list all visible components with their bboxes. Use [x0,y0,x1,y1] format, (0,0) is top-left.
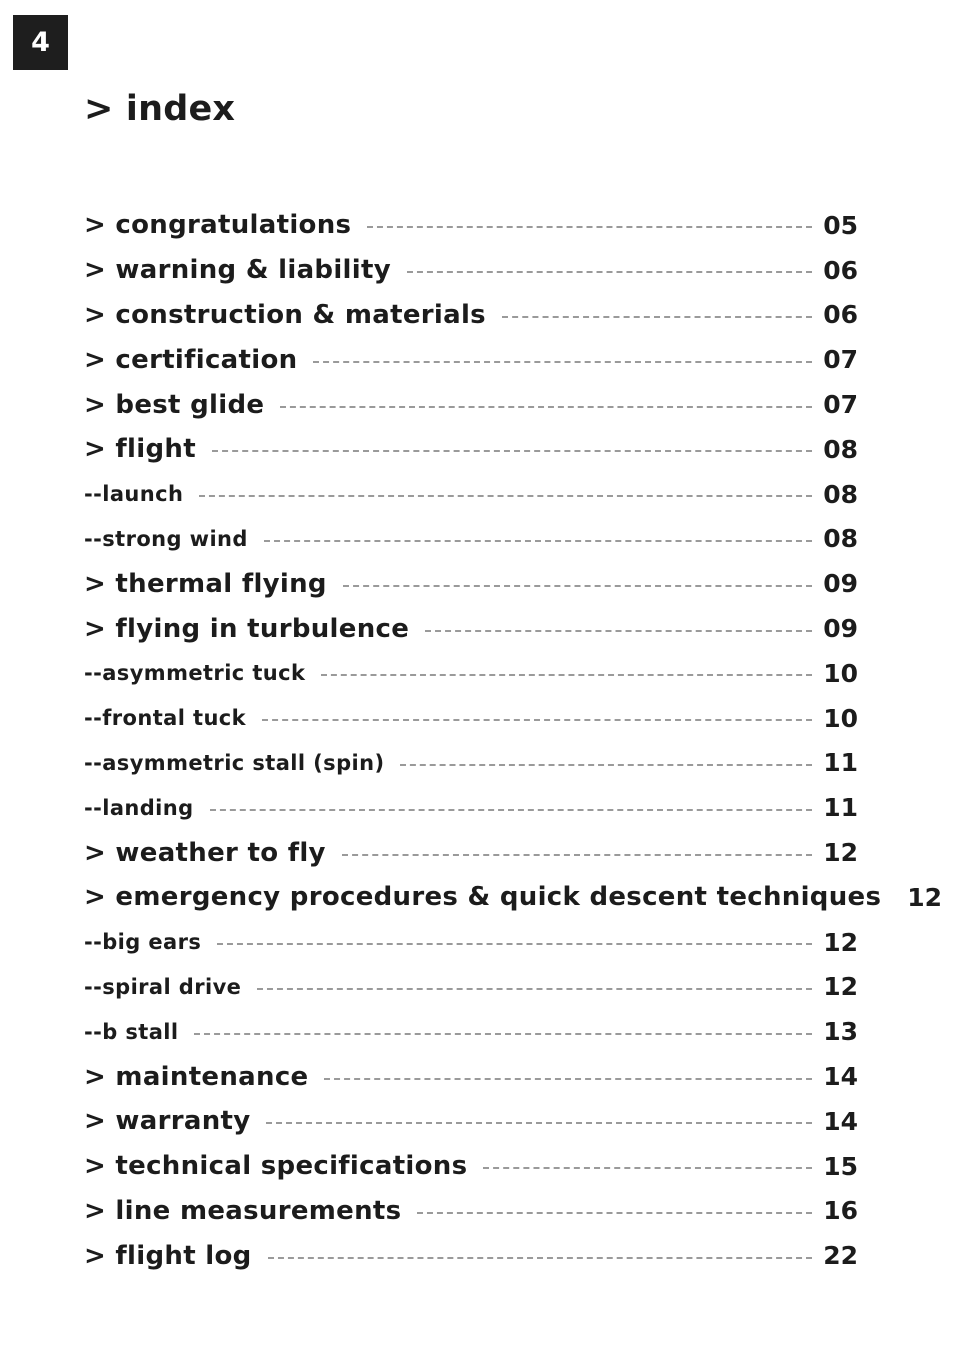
index-entry-label: --launch [84,482,184,507]
index-entry[interactable] [84,1233,858,1278]
dotted-leader [417,1212,812,1214]
index-entry-label: > warranty [84,1106,251,1137]
index-entry-label: > construction & materials [84,299,486,330]
index-entry[interactable] [84,427,858,472]
index-entry[interactable] [84,741,858,786]
index-entry-page: 12 [823,972,858,1002]
index-entry[interactable] [84,1189,858,1234]
index-entry[interactable] [84,1054,858,1099]
index-entry-page: 06 [823,255,858,285]
index-entry-label: --spiral drive [84,974,242,999]
index-entry-label: --frontal tuck [84,706,247,731]
index-entry[interactable] [84,606,858,651]
index-entry-page: 09 [823,569,858,599]
dotted-leader [425,630,812,632]
index-entry-label: > technical specifications [84,1151,468,1182]
index-entry-label: --asymmetric stall (spin) [84,750,385,775]
index-entry-label: --b stall [84,1019,179,1044]
index-entry-page: 07 [823,390,858,420]
index-entry[interactable] [84,293,858,338]
dotted-leader [199,495,812,497]
index-entry-page: 06 [823,300,858,330]
index-entry-page: 15 [823,1151,858,1181]
index-entry-page: 09 [823,614,858,644]
index-entry[interactable] [84,920,858,965]
index-entry-page: 14 [823,1062,858,1092]
index-entry-label: > flight log [84,1240,252,1271]
index-entry-page: 10 [823,658,858,688]
index-entry[interactable] [84,875,943,920]
dotted-leader [367,226,812,228]
index-entry-page: 07 [823,345,858,375]
index-entry-page: 11 [823,748,858,778]
index-entry[interactable] [84,1099,858,1144]
index-entry[interactable] [84,337,858,382]
index-entry[interactable] [84,1144,858,1189]
page-title: > index [84,89,236,129]
index-entry-page: 22 [823,1241,858,1271]
dotted-leader [262,719,812,721]
dotted-leader [217,943,812,945]
index-entry[interactable] [84,785,858,830]
dotted-leader [407,271,812,273]
index-entry-page: 05 [823,210,858,240]
index-entry-page: 08 [823,479,858,509]
index-entry-page: 11 [823,793,858,823]
dotted-leader [212,450,812,452]
index-entry[interactable] [84,651,858,696]
index-entry[interactable] [84,248,858,293]
dotted-leader [264,540,812,542]
index-entry[interactable] [84,472,858,517]
index-entry[interactable] [84,561,858,606]
index-entry-page: 14 [823,1106,858,1136]
index-entry[interactable] [84,517,858,562]
dotted-leader [342,854,812,856]
index-entry-label: > warning & liability [84,255,391,286]
index-entry-page: 13 [823,1017,858,1047]
dotted-leader [483,1167,812,1169]
dotted-leader [400,764,812,766]
dotted-leader [210,809,812,811]
index-entry-label: > line measurements [84,1195,402,1226]
index-entry[interactable] [84,830,858,875]
dotted-leader [257,988,812,990]
index-entry-label: > flying in turbulence [84,613,410,644]
dotted-leader [313,361,812,363]
dotted-leader [324,1078,812,1080]
dotted-leader [266,1122,812,1124]
index-entry-page: 08 [823,434,858,464]
dotted-leader [321,674,812,676]
index-entry-page: 12 [823,838,858,868]
index-entry-label: > flight [84,434,196,465]
index-entry-label: --strong wind [84,526,248,551]
index-entry-label: --big ears [84,930,202,955]
index-entry[interactable] [84,203,858,248]
index-entry-label: > maintenance [84,1061,309,1092]
index-entry-page: 12 [823,927,858,957]
index-entry-page: 16 [823,1196,858,1226]
dotted-leader [502,316,812,318]
index-entry-label: > thermal flying [84,568,327,599]
dotted-leader [268,1257,812,1259]
index-entry-label: > certification [84,344,298,375]
index-list [84,203,943,1278]
index-entry-label: --asymmetric tuck [84,661,306,686]
index-entry[interactable] [84,1009,858,1054]
index-entry[interactable] [84,382,858,427]
index-entry-label: > congratulations [84,210,352,241]
dotted-leader [194,1033,812,1035]
index-entry-page: 10 [823,703,858,733]
index-entry-label: --landing [84,795,194,820]
index-entry-page: 12 [907,882,943,912]
index-entry[interactable] [84,965,858,1010]
dotted-leader [343,585,812,587]
index-entry-label: > weather to fly [84,837,326,868]
dotted-leader [280,406,812,408]
index-entry-label: > best glide [84,389,265,420]
index-entry-page: 08 [823,524,858,554]
index-entry[interactable] [84,696,858,741]
index-entry-label: > emergency procedures & quick descent techniques [84,882,882,913]
page-number-badge: 4 [13,15,68,70]
